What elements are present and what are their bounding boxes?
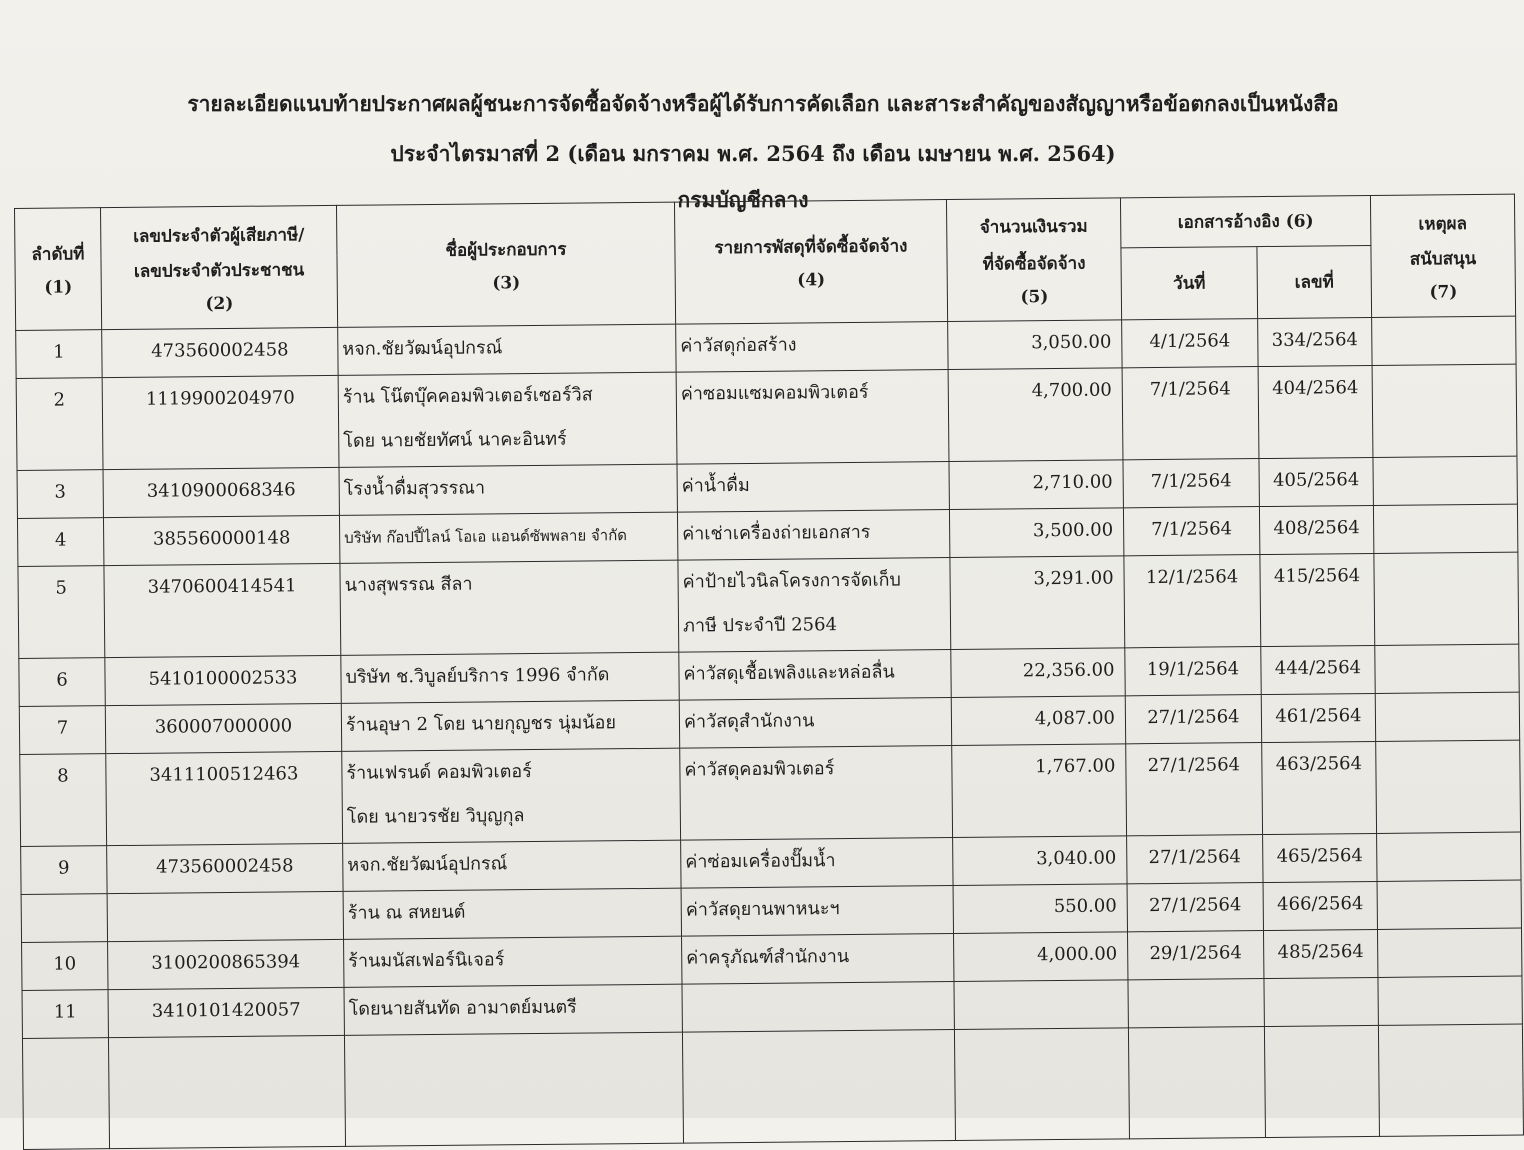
header-reason bbox=[1370, 194, 1515, 317]
cell-vendor bbox=[341, 652, 679, 703]
cell-tax-id-text: 360007000000 bbox=[154, 715, 293, 738]
cell-vendor-text: โรงน้ำดื่มสุวรรณา bbox=[343, 477, 486, 500]
blank-cell bbox=[1378, 1024, 1523, 1136]
cell-amount-text: 4,000.00 bbox=[1036, 943, 1118, 966]
cell-reason bbox=[1373, 504, 1517, 553]
cell-vendor-text: ร้านอุษา 2 โดย นายกุญชร นุ่มน้อย bbox=[345, 712, 617, 736]
cell-ref-date-text: 27/1/2564 bbox=[1148, 846, 1242, 869]
cell-ref-date bbox=[1125, 695, 1261, 744]
cell-order-text: 1 bbox=[53, 341, 65, 363]
cell-vendor bbox=[338, 324, 676, 375]
cell-ref-date bbox=[1126, 743, 1263, 836]
cell-order-text: 4 bbox=[54, 529, 67, 551]
cell-item-text: ค่าซอมแซมคอมพิวเตอร์ bbox=[680, 381, 869, 405]
cell-ref-number bbox=[1261, 693, 1375, 742]
cell-order-text: 11 bbox=[53, 1001, 77, 1023]
cell-vendor-text: ร้านมนัสเฟอร์นิเจอร์ bbox=[348, 949, 505, 972]
header-vendor-num: (3) bbox=[492, 273, 521, 294]
cell-tax-id-text bbox=[112, 892, 339, 938]
cell-ref-date bbox=[1123, 459, 1259, 508]
cell-ref-number-text: 463/2564 bbox=[1275, 753, 1363, 775]
cell-order bbox=[19, 706, 105, 755]
cell-amount-text: 3,291.00 bbox=[1033, 567, 1114, 590]
cell-vendor-text: บริษัท ก๊อปปี้ไลน์ โอเอ แอนด์ซัพพลาย จำกัด bbox=[344, 526, 628, 547]
cell-tax-id bbox=[103, 515, 339, 565]
cell-ref-number-text: 404/2564 bbox=[1272, 377, 1359, 399]
cell-item bbox=[677, 462, 949, 513]
cell-amount bbox=[949, 508, 1123, 558]
cell-reason bbox=[1374, 552, 1519, 645]
cell-vendor-text: ร้านเฟรนด์ คอมพิวเตอร์ bbox=[346, 761, 532, 784]
table-blank-row bbox=[22, 1024, 1523, 1149]
cell-ref-date-text: 7/1/2564 bbox=[1149, 378, 1231, 401]
cell-order bbox=[18, 566, 105, 659]
cell-vendor-text: ร้าน ณ สหยนต์ bbox=[347, 901, 466, 924]
cell-ref-number bbox=[1264, 977, 1378, 1026]
cell-ref-number-text: 444/2564 bbox=[1274, 657, 1362, 679]
cell-ref-number-text: 415/2564 bbox=[1273, 565, 1361, 587]
cell-vendor-text: บริษัท ช.วิบูลย์บริการ 1996 จำกัด bbox=[345, 664, 610, 688]
cell-ref-date-text: 27/1/2564 bbox=[1147, 706, 1240, 729]
cell-item bbox=[679, 650, 951, 701]
cell-amount bbox=[951, 648, 1125, 698]
cell-amount bbox=[950, 556, 1125, 650]
cell-tax-id bbox=[108, 987, 344, 1037]
cell-amount bbox=[953, 884, 1127, 934]
cell-amount bbox=[952, 744, 1127, 838]
header-amount bbox=[946, 198, 1121, 322]
cell-tax-id bbox=[105, 703, 341, 753]
header-item bbox=[674, 200, 947, 325]
header-reference-docs: เอกสารอ้างอิง (6) bbox=[1120, 195, 1370, 247]
cell-vendor-text: ร้าน โน๊ตบุ๊คคอมพิวเตอร์เซอร์วิส bbox=[342, 384, 593, 408]
cell-amount bbox=[948, 320, 1122, 370]
cell-ref-date-text: 27/1/2564 bbox=[1147, 754, 1241, 777]
blank-cell bbox=[1264, 1025, 1379, 1137]
cell-ref-number-text bbox=[1268, 978, 1373, 1023]
cell-amount bbox=[949, 460, 1123, 510]
cell-ref-date bbox=[1124, 555, 1261, 648]
cell-vendor-text: โดย นายวรชัย วิบุญกุล bbox=[346, 805, 525, 828]
cell-vendor bbox=[344, 984, 682, 1035]
cell-tax-id-text: 3410900068346 bbox=[146, 479, 296, 502]
cell-tax-id bbox=[103, 467, 339, 517]
cell-amount bbox=[953, 836, 1127, 886]
cell-reason bbox=[1375, 644, 1519, 693]
cell-ref-number bbox=[1258, 365, 1373, 458]
cell-item-text: ค่าครุภัณฑ์สำนักงาน bbox=[686, 946, 850, 969]
blank-cell bbox=[344, 1032, 683, 1146]
cell-ref-date bbox=[1122, 367, 1259, 460]
cell-reason bbox=[1377, 880, 1521, 929]
procurement-table bbox=[14, 194, 1524, 1150]
cell-ref-date bbox=[1125, 647, 1261, 696]
cell-reason bbox=[1372, 364, 1517, 457]
cell-order-text: 2 bbox=[53, 389, 66, 411]
cell-reason bbox=[1378, 976, 1522, 1025]
cell-item bbox=[682, 934, 954, 985]
cell-tax-id-text: 3470600414541 bbox=[147, 575, 297, 598]
blank-cell bbox=[682, 1030, 955, 1144]
cell-ref-date-text: 7/1/2564 bbox=[1150, 470, 1232, 493]
cell-amount-text: 3,050.00 bbox=[1031, 331, 1112, 354]
cell-tax-id bbox=[102, 327, 338, 377]
table-row bbox=[20, 740, 1521, 846]
blank-cell bbox=[108, 1035, 345, 1148]
cell-vendor bbox=[344, 936, 682, 987]
cell-item-text: ค่าวัสดุยานพาหนะฯ bbox=[685, 898, 840, 921]
cell-amount-text: 3,040.00 bbox=[1036, 847, 1117, 870]
cell-item bbox=[681, 838, 953, 889]
header-item-num: (4) bbox=[797, 270, 826, 291]
cell-tax-id-text: 385560000148 bbox=[152, 527, 291, 550]
cell-ref-date bbox=[1127, 931, 1263, 980]
cell-tax-id-text: 1119900204970 bbox=[145, 387, 295, 410]
cell-order bbox=[17, 470, 103, 519]
cell-order bbox=[20, 754, 107, 847]
cell-item-text: ค่าวัสดุสำนักงาน bbox=[683, 710, 815, 733]
cell-vendor bbox=[339, 512, 677, 563]
cell-item bbox=[679, 698, 951, 749]
cell-vendor bbox=[340, 560, 679, 655]
header-order-num: (1) bbox=[44, 277, 73, 298]
cell-order-text: 10 bbox=[53, 953, 77, 975]
cell-tax-id-text: 3100200865394 bbox=[151, 951, 301, 974]
cell-item-text: ค่าวัสดุก่อสร้าง bbox=[680, 334, 797, 357]
cell-ref-number bbox=[1258, 317, 1372, 366]
cell-reason bbox=[1377, 928, 1521, 977]
cell-ref-date-text bbox=[1132, 979, 1259, 1024]
cell-ref-number-text: 408/2564 bbox=[1273, 517, 1360, 539]
cell-reason bbox=[1373, 456, 1517, 505]
cell-vendor-text: นางสุพรรณ สีลา bbox=[344, 573, 473, 596]
cell-tax-id bbox=[102, 375, 339, 469]
cell-ref-number bbox=[1261, 645, 1375, 694]
table-row bbox=[18, 552, 1519, 658]
table-body bbox=[16, 316, 1524, 1149]
cell-item bbox=[680, 746, 953, 841]
cell-amount bbox=[954, 932, 1128, 982]
cell-ref-number bbox=[1263, 929, 1377, 978]
cell-ref-date bbox=[1127, 883, 1263, 932]
header-tax-id-line1: เลขประจำตัวผู้เสียภาษี/ bbox=[133, 224, 305, 247]
cell-amount-text: 550.00 bbox=[1053, 895, 1117, 918]
header-amount-line1: จำนวนเงินรวม bbox=[979, 216, 1088, 238]
header-vendor-label: ชื่อผู้ประกอบการ bbox=[445, 239, 567, 261]
cell-tax-id bbox=[105, 655, 341, 705]
cell-vendor bbox=[338, 372, 677, 467]
cell-vendor-text: หจก.ชัยวัฒน์อุปกรณ์ bbox=[347, 853, 508, 876]
cell-tax-id bbox=[107, 843, 343, 893]
cell-ref-date-text: 19/1/2564 bbox=[1146, 658, 1240, 681]
cell-reason bbox=[1377, 832, 1521, 881]
cell-ref-date bbox=[1128, 979, 1264, 1028]
header-tax-id-line2: เลขประจำตัวประชาชน bbox=[133, 259, 305, 282]
cell-ref-number-text: 334/2564 bbox=[1271, 329, 1359, 351]
cell-item-text: ค่าเช่าเครื่องถ่ายเอกสาร bbox=[682, 521, 871, 545]
cell-order bbox=[19, 658, 105, 707]
cell-vendor bbox=[341, 700, 679, 751]
cell-ref-date-text: 12/1/2564 bbox=[1145, 566, 1239, 589]
cell-amount bbox=[954, 980, 1128, 1030]
cell-item-text: ค่าน้ำดื่ม bbox=[681, 474, 750, 497]
cell-reason bbox=[1376, 740, 1521, 833]
header-reason-num: (7) bbox=[1429, 281, 1458, 302]
cell-order-text: 9 bbox=[58, 857, 70, 879]
cell-ref-number bbox=[1263, 881, 1377, 930]
cell-order bbox=[22, 942, 108, 991]
cell-vendor bbox=[339, 464, 677, 515]
cell-item bbox=[681, 886, 953, 937]
department-name: กรมบัญชีกลาง bbox=[677, 187, 809, 212]
cell-ref-date-text: 29/1/2564 bbox=[1149, 942, 1242, 965]
cell-ref-number-text: 485/2564 bbox=[1277, 941, 1364, 963]
cell-vendor-text: หจก.ชัยวัฒน์อุปกรณ์ bbox=[342, 337, 503, 360]
cell-item-text: ค่าป้ายไวนิลโครงการจัดเก็บ bbox=[682, 569, 901, 593]
cell-vendor bbox=[343, 840, 681, 891]
cell-tax-id bbox=[108, 939, 344, 989]
cell-order bbox=[21, 894, 107, 943]
blank-cell bbox=[22, 1038, 109, 1150]
cell-vendor-text: โดยนายสันทัด อามาตย์มนตรี bbox=[348, 996, 577, 1020]
cell-vendor bbox=[343, 888, 681, 939]
header-order-label: ลำดับที่ bbox=[31, 244, 85, 265]
cell-ref-number-text: 461/2564 bbox=[1275, 705, 1362, 727]
blank-cell bbox=[1128, 1027, 1265, 1139]
cell-ref-date-text: 4/1/2564 bbox=[1149, 330, 1231, 353]
cell-ref-number bbox=[1259, 505, 1373, 554]
cell-order bbox=[16, 378, 103, 471]
cell-ref-date-text: 27/1/2564 bbox=[1148, 894, 1242, 917]
cell-tax-id-text: 5410100002533 bbox=[148, 667, 298, 690]
document-title: รายละเอียดแนบท้ายประกาศผลผู้ชนะการจัดซื้อจัดจ้างหรือผู้ได้รับการคัดเลือก และสาระสำคัญของสัญญาหรือข้อตกลงเป็นหนังสือ bbox=[187, 91, 1339, 116]
cell-amount-text bbox=[958, 980, 1117, 1026]
header-reason-line1: เหตุผล bbox=[1418, 213, 1468, 235]
cell-ref-number-text: 465/2564 bbox=[1276, 845, 1363, 867]
cell-ref-number bbox=[1260, 553, 1375, 646]
header-amount-num: (5) bbox=[1020, 286, 1049, 307]
cell-order bbox=[22, 990, 108, 1039]
cell-item bbox=[677, 510, 949, 561]
cell-tax-id-text: 473560002458 bbox=[156, 855, 294, 878]
cell-ref-date-text: 7/1/2564 bbox=[1151, 518, 1233, 541]
cell-tax-id-text: 3410101420057 bbox=[151, 999, 301, 1022]
cell-ref-date bbox=[1127, 835, 1263, 884]
cell-tax-id-text: 473560002458 bbox=[151, 339, 289, 362]
cell-amount-text: 1,767.00 bbox=[1035, 755, 1116, 778]
cell-amount bbox=[951, 696, 1125, 746]
header-order bbox=[15, 208, 102, 331]
procurement-table-sheet bbox=[14, 194, 1522, 1058]
cell-reason bbox=[1375, 692, 1519, 741]
cell-ref-number bbox=[1263, 833, 1377, 882]
cell-order bbox=[21, 846, 107, 895]
cell-amount-text: 2,710.00 bbox=[1032, 471, 1113, 494]
cell-ref-number bbox=[1262, 741, 1377, 834]
cell-vendor bbox=[342, 748, 681, 843]
cell-ref-date bbox=[1123, 507, 1259, 556]
cell-item-text: ค่าวัสดุคอมพิวเตอร์ bbox=[684, 758, 835, 781]
blank-cell bbox=[954, 1028, 1129, 1141]
cell-tax-id bbox=[106, 751, 343, 845]
cell-ref-number-text: 466/2564 bbox=[1277, 893, 1364, 915]
header-ref-date: วันที่ bbox=[1121, 247, 1258, 320]
cell-order-text: 7 bbox=[56, 717, 69, 739]
cell-order-text: 8 bbox=[57, 765, 69, 787]
header-item-label: รายการพัสดุที่จัดซื้อจัดจ้าง bbox=[714, 236, 908, 259]
header-ref-number: เลขที่ bbox=[1257, 245, 1372, 318]
cell-tax-id-text: 3411100512463 bbox=[149, 763, 299, 786]
header-tax-id bbox=[101, 205, 338, 329]
header-amount-line2: ที่จัดซื้อจัดจ้าง bbox=[982, 253, 1086, 275]
cell-vendor-text: โดย นายชัยทัศน์ นาคะอินทร์ bbox=[343, 428, 567, 452]
cell-order bbox=[16, 330, 102, 379]
cell-item bbox=[676, 322, 948, 373]
cell-tax-id bbox=[107, 891, 343, 941]
cell-item bbox=[678, 558, 951, 653]
cell-order-text: 3 bbox=[54, 481, 67, 503]
cell-item-text: ภาษี ประจำปี 2564 bbox=[682, 614, 838, 637]
header-reason-line2: สนับสนุน bbox=[1409, 248, 1477, 270]
table-row bbox=[16, 364, 1517, 470]
cell-item-text bbox=[686, 982, 949, 1029]
cell-tax-id bbox=[104, 563, 341, 657]
header-vendor bbox=[336, 202, 675, 327]
header-tax-id-num: (2) bbox=[205, 293, 234, 314]
cell-ref-number bbox=[1259, 457, 1373, 506]
document-subtitle: ประจำไตรมาสที่ 2 (เดือน มกราคม พ.ศ. 2564 ถึง เดือน เมษายน พ.ศ. 2564) bbox=[390, 141, 1116, 166]
cell-item bbox=[676, 370, 949, 465]
cell-amount-text: 22,356.00 bbox=[1022, 659, 1115, 682]
cell-amount bbox=[948, 368, 1123, 462]
cell-order bbox=[17, 518, 103, 567]
cell-ref-number-text: 405/2564 bbox=[1272, 469, 1360, 491]
cell-item-text: ค่าซ่อมเครื่องปั๊มน้ำ bbox=[685, 850, 836, 873]
cell-reason bbox=[1372, 316, 1516, 365]
cell-amount-text: 3,500.00 bbox=[1032, 519, 1114, 542]
cell-order-text: 6 bbox=[56, 669, 68, 691]
cell-amount-text: 4,700.00 bbox=[1031, 379, 1112, 402]
cell-item-text: ค่าวัสดุเชื้อเพลิงและหล่อลื่น bbox=[683, 661, 895, 685]
cell-order-text: 5 bbox=[55, 577, 67, 599]
cell-order-text bbox=[26, 894, 103, 939]
cell-ref-date bbox=[1122, 319, 1258, 368]
cell-item bbox=[682, 982, 954, 1033]
cell-amount-text: 4,087.00 bbox=[1034, 707, 1116, 730]
